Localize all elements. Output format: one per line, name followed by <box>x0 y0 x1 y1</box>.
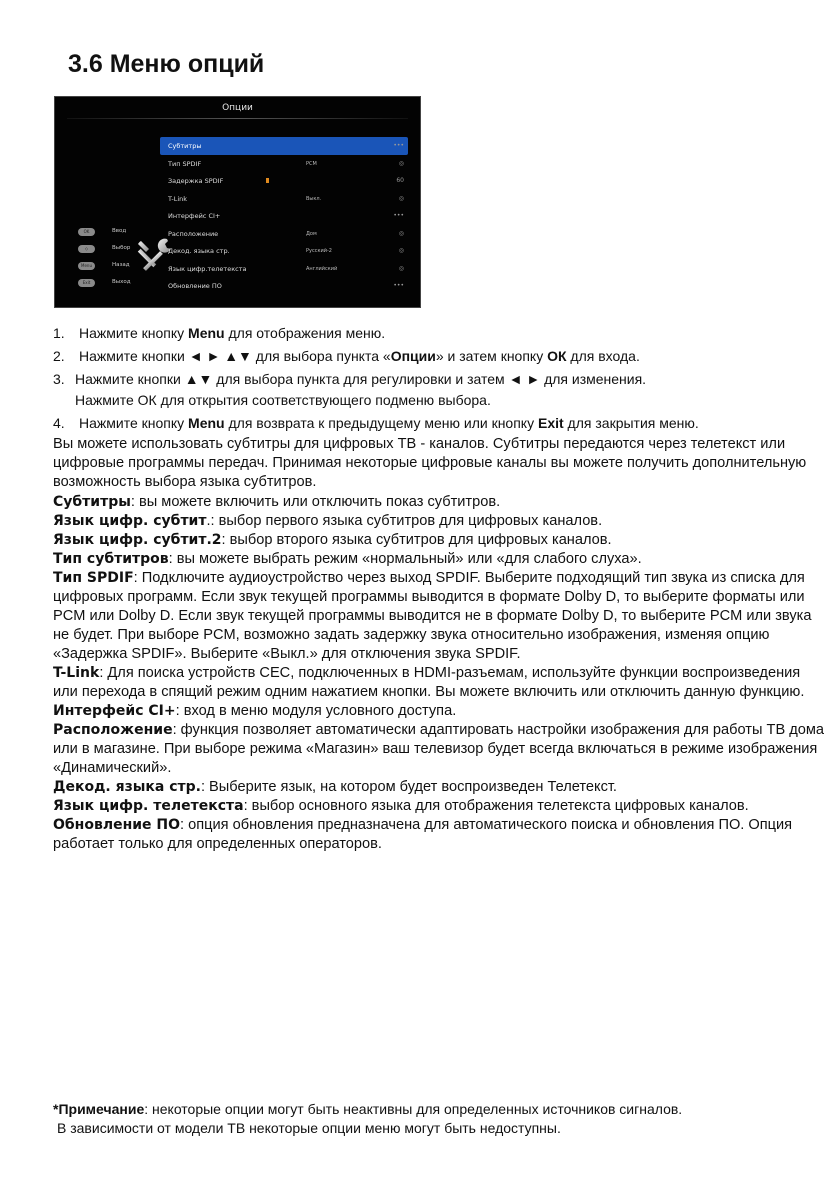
definitions <box>53 493 828 854</box>
footnote-text: : некоторые опции могут быть неактивны для определенных источников сигналов. <box>144 1101 683 1117</box>
definition-t-link <box>53 664 828 702</box>
step-key: Menu <box>188 415 225 431</box>
legend-label: Назад <box>112 262 130 268</box>
definition-location <box>53 721 828 778</box>
definition-term: Язык цифр. телетекста <box>53 798 244 814</box>
legend-label: Выход <box>112 279 131 285</box>
tv-menu-header: Опции <box>222 103 253 113</box>
definition-page-language <box>53 778 828 797</box>
step-3 <box>53 371 646 387</box>
menu-key-icon: Menu <box>78 262 95 270</box>
footnote <box>53 1101 682 1117</box>
tv-item-spdif-delay[interactable] <box>160 172 408 190</box>
definition-spdif-type <box>53 569 828 664</box>
tv-item-label: Интерфейс CI+ <box>168 212 221 220</box>
definition-subtitle-type <box>53 550 828 569</box>
definition-term: Интерфейс CI+ <box>53 703 176 719</box>
tv-item-t-link[interactable] <box>160 190 408 208</box>
step-text: для закрытия меню. <box>563 415 699 431</box>
tv-item-indicator: ◎ <box>398 194 404 202</box>
tv-item-indicator: 60 <box>396 177 404 184</box>
step-text: для входа. <box>566 348 640 364</box>
legend-item <box>69 244 159 261</box>
definition-text: : выбор основного языка для отображения телетекста цифровых каналов. <box>243 798 749 814</box>
tv-item-subtitles[interactable] <box>160 137 408 155</box>
definition-software-update <box>53 816 828 854</box>
definition-term: Расположение <box>53 722 173 738</box>
spdif-delay-slider[interactable] <box>266 178 269 183</box>
tv-options-list <box>160 137 408 295</box>
tv-item-value: PCM <box>306 160 317 167</box>
step-text: Нажмите ОК для открытия соответствующего подменю выбора. <box>75 392 491 408</box>
definition-subtitle-language <box>53 512 828 531</box>
step-text: Нажмите кнопку <box>79 325 189 341</box>
definition-term: Декод. языка стр. <box>53 779 201 795</box>
footnote-line-2: В зависимости от модели ТВ некоторые опции меню могут быть недоступны. <box>57 1120 561 1136</box>
tv-button-legend <box>69 227 159 295</box>
tv-item-ci-interface[interactable] <box>160 207 408 225</box>
definition-term: Язык цифр. субтит.2 <box>53 532 222 548</box>
legend-label: Ввод <box>112 228 127 234</box>
tv-item-page-language[interactable] <box>160 242 408 260</box>
legend-item <box>69 261 159 278</box>
definition-text: : опция обновления предназначена для автоматического поиска и обновления ПО. Опция работает только для определенных операторов. <box>53 817 793 852</box>
tv-item-spdif-type[interactable] <box>160 155 408 173</box>
definition-ci-interface <box>53 702 828 721</box>
tv-item-software-update[interactable] <box>160 277 408 295</box>
definition-teletext-language <box>53 797 828 816</box>
tv-item-indicator: ◎ <box>398 159 404 167</box>
definition-term: T-Link <box>53 665 100 681</box>
tv-item-indicator: ◎ <box>398 247 404 254</box>
tv-item-label: Тип SPDIF <box>168 159 202 168</box>
tv-item-label: Расположение <box>168 229 219 238</box>
step-key: Exit <box>537 415 564 431</box>
step-key: Menu <box>188 325 225 341</box>
tv-item-value: Английский <box>306 265 338 272</box>
tv-item-label: Субтитры <box>168 142 202 150</box>
tv-item-location[interactable] <box>160 225 408 243</box>
tv-item-indicator: ••• <box>393 212 404 219</box>
definition-term: Тип SPDIF <box>53 570 134 586</box>
definition-term: Субтитры <box>53 494 131 510</box>
tv-item-indicator: ◎ <box>398 264 404 272</box>
tv-options-screen <box>54 96 421 308</box>
step-text: Нажмите кнопку <box>79 415 189 431</box>
definition-text: : Для поиска устройств CEC, подключенных в HDMI-разъемам, используйте функции воспроизведения или перехода в спящий режим одним нажатием кнопки. Вы можете включить или отключить данную функцию. <box>53 665 805 700</box>
step-text: » и затем кнопку <box>435 348 548 364</box>
tv-item-teletext-language[interactable] <box>160 260 408 278</box>
definition-text: : функция позволяет автоматически адаптировать настройки изображения для работы ТВ дома или в магазине. При выборе режима «Магазин» ваш телевизор будет всегда включаться в режиме изображения «Динамический». <box>53 722 825 776</box>
definition-text: .: выбор первого языка субтитров для цифровых каналов. <box>206 513 603 529</box>
legend-label: Выбор <box>112 245 131 251</box>
page-title: 3.6 Меню опций <box>68 50 265 78</box>
step-4 <box>53 415 699 431</box>
step-3-continued <box>75 392 491 408</box>
step-text: для возврата к предыдущему меню или кнопку <box>224 415 538 431</box>
tv-item-label: T-Link <box>168 194 188 203</box>
intro-paragraph: Вы можете использовать субтитры для цифровых ТВ - каналов. Субтитры передаются через телетекст или цифровые программы передач. Принимая некоторые цифровые каналы вы можете получить дополнительную возможность выбора языка субтитров. <box>53 436 807 490</box>
footnote-asterisk: * <box>53 1101 59 1117</box>
definition-subtitles <box>53 493 828 512</box>
step-text: для отображения меню. <box>224 325 386 341</box>
tv-item-indicator: ••• <box>393 142 404 149</box>
footnote-term: Примечание <box>58 1101 145 1117</box>
legend-item <box>69 278 159 295</box>
step-2 <box>53 348 640 364</box>
step-text: Нажмите кнопки ▲▼ для выбора пункта для регулировки и затем ◄ ► для изменения. <box>75 371 647 387</box>
tv-item-indicator: ◎ <box>398 229 404 237</box>
tv-item-label: Декод. языка стр. <box>168 247 230 255</box>
tv-item-value: Русский-2 <box>306 248 332 254</box>
step-number: 2. <box>53 348 65 364</box>
tv-item-value: Дом <box>306 230 317 237</box>
navigation-key-icon: ◇ <box>78 245 95 253</box>
legend-item <box>69 227 159 244</box>
tv-item-label: Обновление ПО <box>168 282 222 290</box>
step-1 <box>53 325 385 341</box>
step-key: Опции <box>390 348 436 364</box>
definition-term: Тип субтитров <box>53 551 169 567</box>
definition-text: : Выберите язык, на котором будет воспроизведен Телетекст. <box>200 779 617 795</box>
ok-key-icon: OK <box>78 228 95 236</box>
definition-text: : вы можете включить или отключить показ субтитров. <box>130 494 501 510</box>
tv-header-divider <box>67 118 408 119</box>
definition-text: : вход в меню модуля условного доступа. <box>175 703 457 719</box>
step-text: Нажмите кнопки ◄ ► ▲▼ для выбора пункта « <box>79 348 391 364</box>
tv-item-label: Задержка SPDIF <box>168 177 224 185</box>
definition-term: Язык цифр. субтит <box>53 513 207 529</box>
definition-text: : вы можете выбрать режим «нормальный» или «для слабого слуха». <box>168 551 642 567</box>
step-number: 4. <box>53 415 65 431</box>
definition-term: Обновление ПО <box>53 817 181 833</box>
tv-item-label: Язык цифр.телетекста <box>168 264 247 273</box>
definition-text: : выбор второго языка субтитров для цифровых каналов. <box>221 532 612 548</box>
definition-subtitle-language-2 <box>53 531 828 550</box>
step-number: 3. <box>53 371 65 387</box>
definition-text: : Подключите аудиоустройство через выход SPDIF. Выберите подходящий тип звука из списка для цифровых программ. Если звук текущей программы выводится в формате Dolby D, то выберите форматы или PCM или Dolby D. Если звук текущей программы выводится не в формате Dolby D, то выберите PCM или звука не будет. При выборе PCM, возможно задать задержку звука относительно изображения, изменяя опцию «Задержка SPDIF». Выберите «Выкл.» для отключения звука SPDIF. <box>53 570 812 662</box>
exit-key-icon: Exit <box>78 279 95 287</box>
tv-item-indicator: ••• <box>393 282 404 289</box>
step-key: ОК <box>547 348 567 364</box>
step-number: 1. <box>53 325 65 341</box>
tv-item-value: Выкл. <box>306 195 322 202</box>
